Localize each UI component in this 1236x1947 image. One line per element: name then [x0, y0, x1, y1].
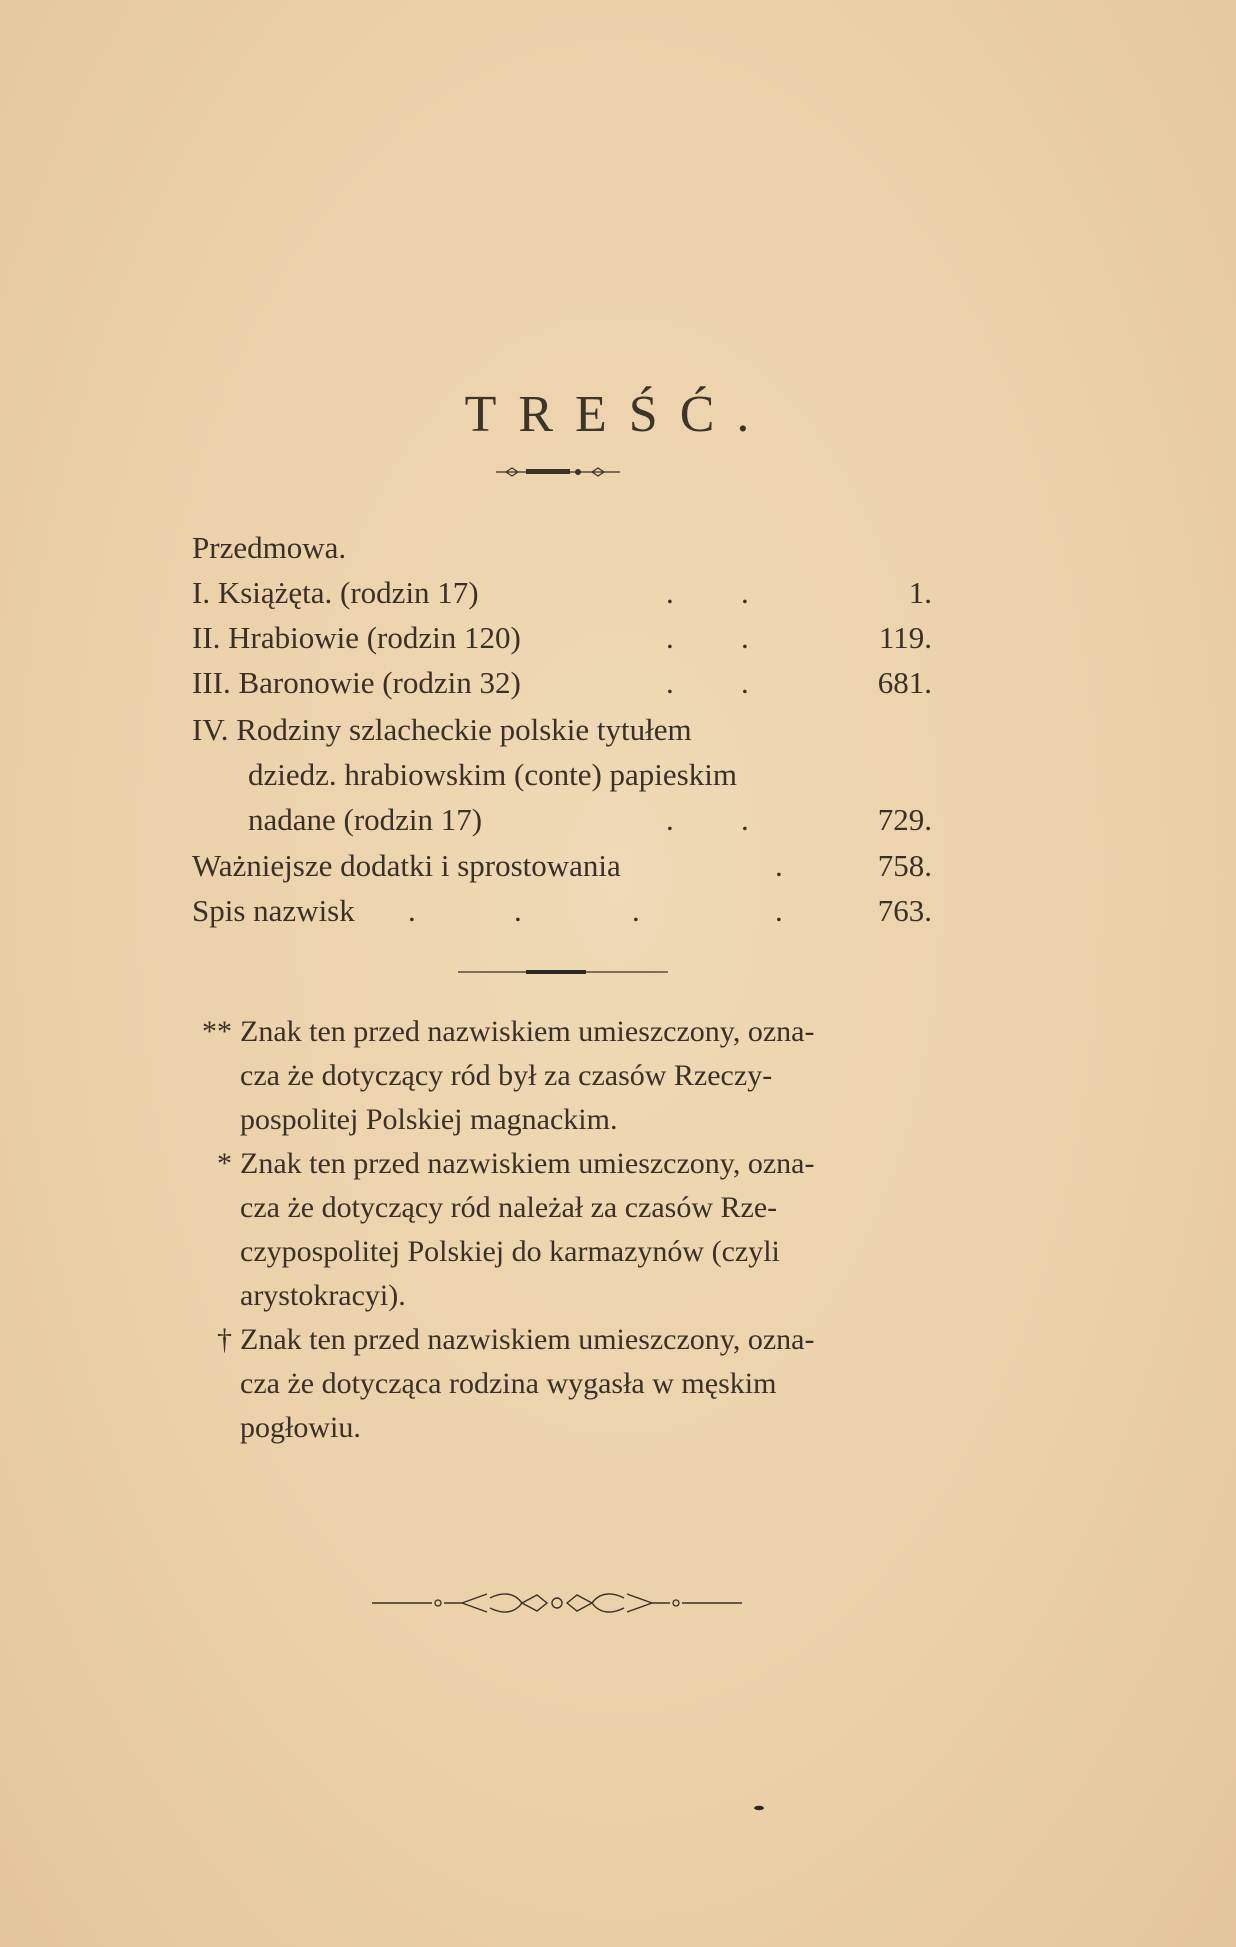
leader-dot: .: [666, 665, 674, 700]
toc-entry: [192, 712, 932, 756]
footnote: [188, 1142, 932, 1318]
toc-entry-label: IV. Rodziny szlacheckie polskie tytułem: [192, 712, 692, 747]
footnote-symbol: **: [202, 1015, 232, 1048]
leader-dot: .: [775, 893, 783, 928]
leader-dot: .: [514, 893, 522, 928]
toc-page-number: 758.: [877, 848, 932, 883]
toc-entry: [192, 665, 932, 709]
footnote: [188, 1318, 932, 1450]
toc-entry: [192, 575, 932, 619]
footnotes: [188, 1010, 932, 1450]
toc-entry: [192, 893, 932, 937]
toc-entry: [192, 620, 932, 664]
toc-entry: [192, 757, 932, 801]
footnote-line: Znak ten przed nazwiskiem umieszczony, ozna-: [240, 1323, 815, 1356]
toc-entry-label: Ważniejsze dodatki i sprostowania: [192, 848, 621, 883]
leader-dot: .: [741, 575, 749, 610]
toc-entry-label: I. Książęta. (rodzin 17): [192, 575, 479, 610]
toc-entry-label: nadane (rodzin 17): [248, 802, 483, 837]
footnote-symbol: †: [217, 1323, 232, 1356]
toc-page-number: 119.: [878, 620, 932, 655]
toc-page-number: 681.: [877, 665, 932, 700]
page-title: TREŚĆ.: [464, 386, 772, 443]
footnote-line: Znak ten przed nazwiskiem umieszczony, ozna-: [240, 1015, 815, 1048]
toc-entry-label: Spis nazwisk: [192, 893, 355, 928]
footnote-line: pogłowiu.: [240, 1411, 361, 1444]
toc-page-number: 729.: [877, 802, 932, 837]
leader-dot: .: [666, 620, 674, 655]
footnote-line: Znak ten przed nazwiskiem umieszczony, ozna-: [240, 1147, 815, 1180]
footnote-line: cza że dotycząca rodzina wygasła w męskim: [240, 1367, 777, 1400]
footnote-symbol: *: [217, 1147, 232, 1180]
leader-dot: .: [741, 620, 749, 655]
footnote-line: cza że dotyczący ród był za czasów Rzeczy-: [240, 1059, 773, 1092]
toc-entry: [192, 530, 932, 574]
footnote-line: czypospolitej Polskiej do karmazynów (czyli: [240, 1235, 780, 1268]
toc-entry-label: II. Hrabiowie (rodzin 120): [192, 620, 521, 655]
leader-dot: .: [741, 665, 749, 700]
leader-dot: .: [666, 575, 674, 610]
toc-page-number: 763.: [877, 893, 932, 928]
ink-speck: [754, 1805, 764, 1811]
leader-dot: .: [632, 893, 640, 928]
footnote-line: pospolitej Polskiej magnackim.: [240, 1103, 618, 1136]
closing-ornament: [372, 1590, 742, 1616]
title-ornament: [496, 465, 620, 479]
toc-entry-label: dziedz. hrabiowskim (conte) papieskim: [248, 757, 737, 792]
leader-dot: .: [775, 848, 783, 883]
toc-entry-label: Przedmowa.: [192, 530, 347, 565]
footnote-line: cza że dotyczący ród należał za czasów Rze-: [240, 1191, 778, 1224]
toc-entry-label: III. Baronowie (rodzin 32): [192, 665, 521, 700]
footnote: [188, 1010, 932, 1142]
toc-entry: [192, 848, 932, 892]
section-divider: [458, 968, 668, 976]
leader-dot: .: [408, 893, 416, 928]
toc-page-number: 1.: [908, 575, 932, 610]
footnote-line: arystokracyi).: [240, 1279, 406, 1312]
leader-dot: .: [741, 802, 749, 837]
leader-dot: .: [666, 802, 674, 837]
toc-entry: [192, 802, 932, 846]
